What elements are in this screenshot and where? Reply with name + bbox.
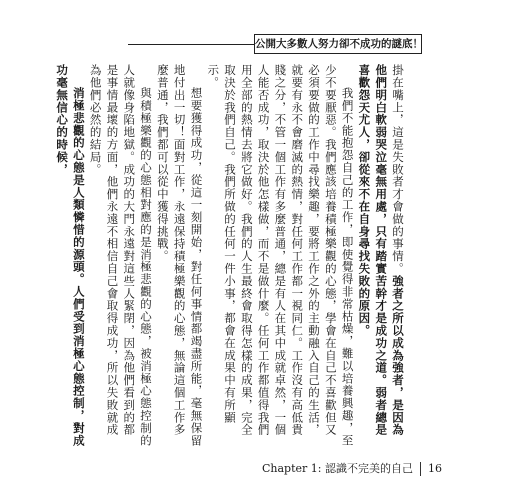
paragraph-1-bold: 強者之所以成為強者，是因為他們明白軟弱哭泣毫無用處，只有踏實苦幹才是成功之道。弱者總是喜歡怨天尤人，卻從來不在自身尋找失敗的原因。 <box>357 64 405 437</box>
paragraph-4: 與積極樂觀的心態相對應的是消極悲觀的心態，被消極心態控制的人就像身陷地獄。成功的大門永遠對這些人緊閉，因為他們看到的都是事情最壞的方面，他們永遠不相信自己會取得成功，所以失敗就成為他們必然的結局。 <box>88 64 154 447</box>
paragraph-1-text: 掛在嘴上，這是失敗者才會做的事情。 <box>391 64 405 275</box>
footer-chapter-label: Chapter 1: 認識不完美的自己 <box>262 462 413 475</box>
paragraph-3: 想要獲得成功，從這一刻開始，對任何事情都竭盡所能，毫無保留地付出一切！面對工作，永遠保持積極樂觀的心態，無論這個工作多麼普通，我們都可以從中獲得挑戰。 <box>155 64 204 447</box>
chapter-title: 公開大多數人努力卻不成功的謎底！ <box>255 38 423 50</box>
paragraph-2: 我們不能抱怨自己的工作，即使覺得非常枯燥，難以培養興趣，至少不要厭惡。我們應該培養積極樂觀的心態，學會在自己不喜歡但又必須要做的工作中尋找樂趣，要將工作之外的主動融入自己的生活，就要有永不會磨滅的熱情，對任何工作都一視同仁。工作沒有高低貴賤之分，不管一個工作有多麼普通，總是有人在其中成就卓然，一個人能否成功，取決於他怎樣做，而不是做什麼。任何工作都值得我們用全部的熱情去將它做好。我們的人生最終會取得怎樣的成果，完全取決於我們自己。我們所做的任何一件小事，都會在成果中有所顯示。 <box>206 64 355 447</box>
body-text <box>55 64 406 448</box>
chapter-title-box <box>254 34 422 54</box>
page-footer <box>232 460 442 478</box>
page-number: 16 <box>428 462 442 475</box>
paragraph-5-bold: 消極悲觀的心態是人類憐惜的源頭。人們受到消極心態控制，對成功毫無信心的時候， <box>55 64 86 447</box>
paragraph-1 <box>356 64 406 448</box>
footer-divider <box>420 462 421 476</box>
